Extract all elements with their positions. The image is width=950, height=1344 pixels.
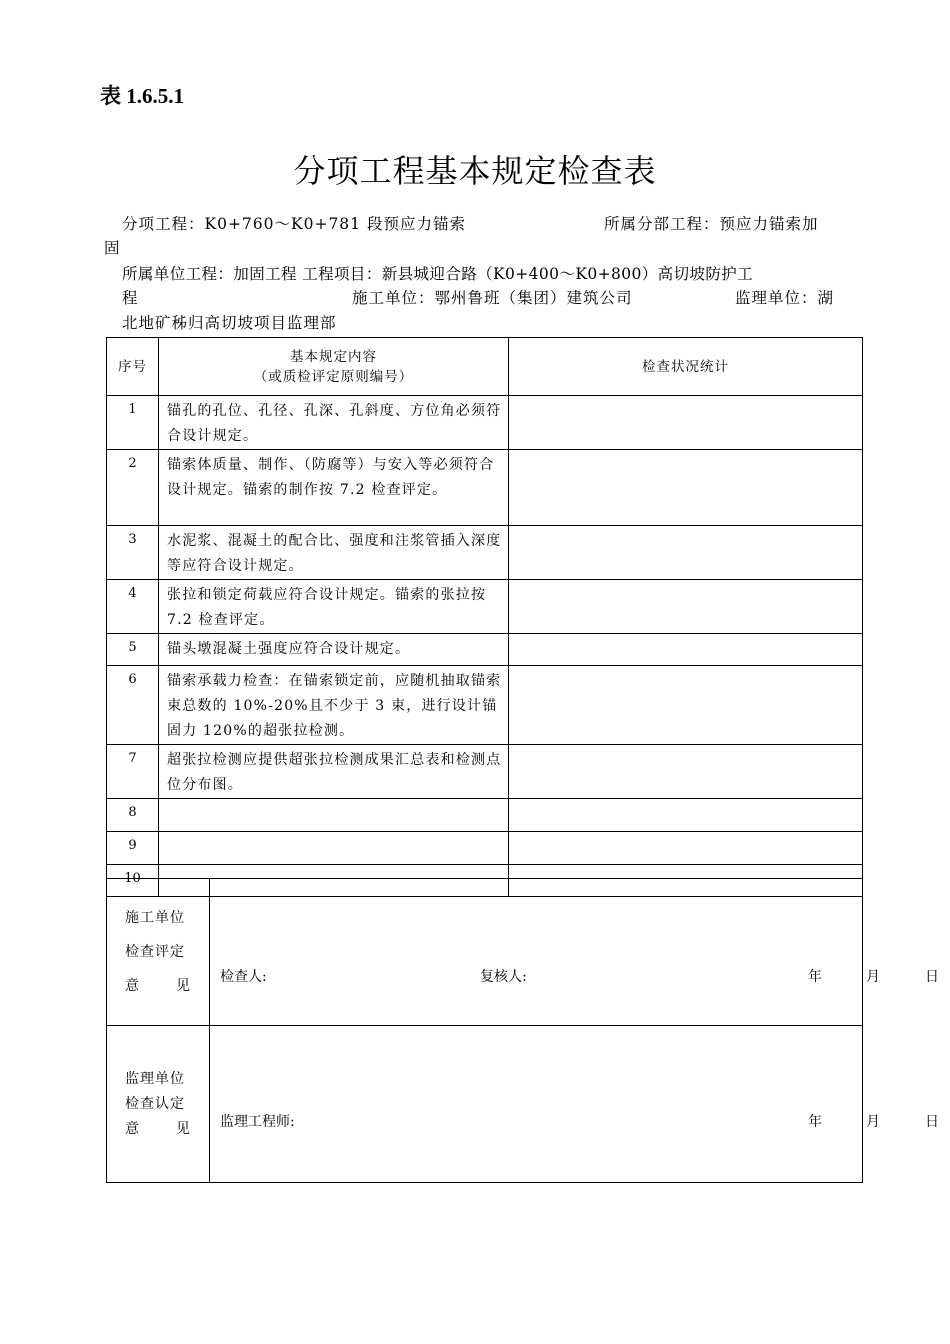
row-number: 10 bbox=[107, 865, 159, 897]
header-content bbox=[159, 338, 509, 396]
table-row bbox=[107, 450, 863, 526]
table-row bbox=[107, 634, 863, 666]
construction-label-line3 bbox=[125, 969, 191, 1003]
supervision-opinion-row bbox=[107, 1026, 863, 1183]
parent-division: 所属分部工程：预应力锚索加 bbox=[604, 215, 819, 233]
parent-division-cont: 固 bbox=[104, 239, 121, 257]
row-status[interactable] bbox=[509, 580, 863, 634]
row-status[interactable] bbox=[509, 832, 863, 865]
row-content: 锚索体质量、制作、（防腐等）与安入等必须符合设计规定。锚索的制作按 7.2 检查评定。 bbox=[159, 450, 509, 526]
inspection-table bbox=[106, 337, 863, 897]
construction-day-label: 日 bbox=[925, 969, 939, 985]
supervision-year-label: 年 bbox=[808, 1114, 822, 1130]
header-content-line2: （或质检评定原则编号） bbox=[253, 368, 414, 385]
table-row bbox=[107, 396, 863, 450]
construction-opinion-row bbox=[107, 879, 863, 1026]
supervision-label-line1: 监理单位 bbox=[125, 1070, 185, 1087]
row-number: 6 bbox=[107, 666, 159, 745]
supervision-label-line3 bbox=[125, 1117, 191, 1142]
subitem-project: 分项工程：K0+760～K0+781 段预应力锚索 bbox=[122, 215, 466, 233]
row-content: 水泥浆、混凝土的配合比、强度和注浆管插入深度等应符合设计规定。 bbox=[159, 526, 509, 580]
supervision-label-jian: 见 bbox=[176, 1120, 191, 1137]
header-status: 检查状况统计 bbox=[509, 338, 863, 396]
row-number: 3 bbox=[107, 526, 159, 580]
row-number: 5 bbox=[107, 634, 159, 666]
construction-unit: 施工单位：鄂州鲁班（集团）建筑公司 bbox=[352, 289, 633, 307]
row-number: 1 bbox=[107, 396, 159, 450]
row-content[interactable] bbox=[159, 799, 509, 832]
row-content[interactable] bbox=[159, 832, 509, 865]
header-seq: 序号 bbox=[107, 338, 159, 396]
row-status[interactable] bbox=[509, 634, 863, 666]
row-number: 7 bbox=[107, 745, 159, 799]
supervision-unit: 监理单位：湖 bbox=[735, 289, 835, 307]
row-number: 2 bbox=[107, 450, 159, 526]
row-content: 锚孔的孔位、孔径、孔深、孔斜度、方位角必须符合设计规定。 bbox=[159, 396, 509, 450]
construction-label-jian: 见 bbox=[176, 978, 191, 994]
row-number: 8 bbox=[107, 799, 159, 832]
engineer-label: 监理工程师: bbox=[220, 1114, 295, 1130]
construction-opinion-label bbox=[107, 879, 210, 1026]
table-row bbox=[107, 832, 863, 865]
header-content-line1: 基本规定内容 bbox=[290, 348, 377, 365]
supervision-month-label: 月 bbox=[866, 1114, 880, 1130]
supervision-opinion-field[interactable] bbox=[210, 1026, 939, 1183]
table-number: 表 1.6.5.1 bbox=[100, 84, 184, 108]
construction-month-label: 月 bbox=[866, 969, 880, 985]
supervision-label-line2: 检查认定 bbox=[125, 1095, 185, 1112]
construction-opinion-field[interactable] bbox=[210, 879, 939, 1026]
table-row bbox=[107, 745, 863, 799]
row-status[interactable] bbox=[509, 450, 863, 526]
row-number: 9 bbox=[107, 832, 159, 865]
construction-label-yi: 意 bbox=[125, 978, 140, 994]
table-header-row bbox=[107, 338, 863, 396]
inspector-label: 检查人: bbox=[220, 969, 267, 985]
row-status[interactable] bbox=[509, 745, 863, 799]
supervision-label-yi: 意 bbox=[125, 1120, 140, 1137]
construction-year-label: 年 bbox=[808, 969, 822, 985]
supervision-day-label: 日 bbox=[925, 1114, 939, 1130]
unit-project-line-cont: 程 bbox=[122, 289, 139, 307]
row-number: 4 bbox=[107, 580, 159, 634]
supervision-opinion-label bbox=[107, 1026, 210, 1183]
table-row bbox=[107, 580, 863, 634]
table-row bbox=[107, 666, 863, 745]
reviewer-label: 复核人: bbox=[480, 969, 527, 985]
construction-label-line1: 施工单位 bbox=[125, 910, 185, 926]
construction-label-line2: 检查评定 bbox=[125, 944, 185, 960]
row-status[interactable] bbox=[509, 396, 863, 450]
row-status[interactable] bbox=[509, 666, 863, 745]
row-content: 锚索承载力检查：在锚索锁定前，应随机抽取锚索束总数的 10%-20%且不少于 3 束，进行设计锚固力 120%的超张拉检测。 bbox=[159, 666, 509, 745]
unit-project-line: 所属单位工程：加固工程 工程项目：新县城迎合路（K0+400～K0+800）高切坡防护工 bbox=[122, 265, 754, 283]
supervision-unit-cont: 北地矿秭归高切坡项目监理部 bbox=[122, 314, 337, 332]
table-row bbox=[107, 526, 863, 580]
row-status[interactable] bbox=[509, 799, 863, 832]
page-title: 分项工程基本规定检查表 bbox=[293, 152, 657, 190]
row-status[interactable] bbox=[509, 526, 863, 580]
row-content: 锚头墩混凝土强度应符合设计规定。 bbox=[159, 634, 509, 666]
table-row bbox=[107, 799, 863, 832]
row-content: 张拉和锁定荷载应符合设计规定。锚索的张拉按 7.2 检查评定。 bbox=[159, 580, 509, 634]
signature-table bbox=[106, 878, 939, 1183]
row-content: 超张拉检测应提供超张拉检测成果汇总表和检测点位分布图。 bbox=[159, 745, 509, 799]
